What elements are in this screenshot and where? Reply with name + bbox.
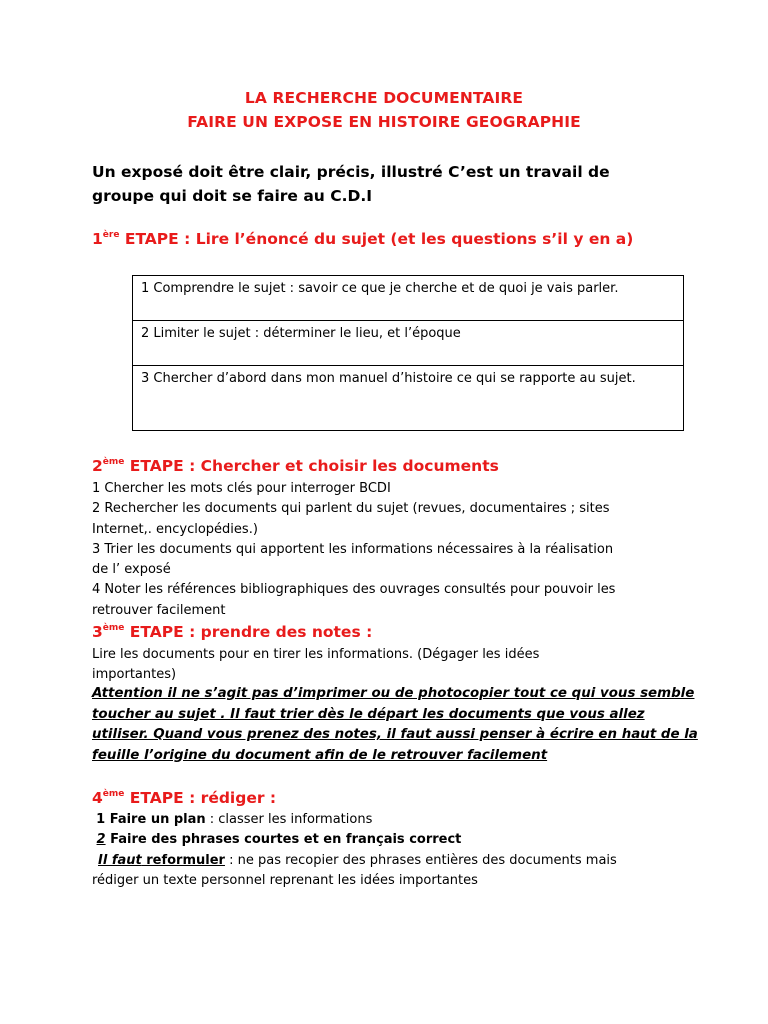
warning-paragraph <box>92 684 698 766</box>
table-row: 3 Chercher d’abord dans mon manuel d’histoire ce qui se rapporte au sujet. <box>141 371 636 386</box>
list-item <box>92 810 692 830</box>
step3-heading <box>92 623 372 641</box>
step-ordinal: ère <box>102 230 120 240</box>
warning-label: Attention <box>92 686 163 701</box>
step-heading-text: ETAPE : prendre des notes : <box>124 623 373 641</box>
step-number: 4 <box>92 789 103 807</box>
list-item: de l’ exposé <box>92 562 171 578</box>
item-label: 1 Faire un plan <box>96 812 206 827</box>
step2-list <box>92 479 682 621</box>
step2-heading <box>92 457 499 475</box>
step1-table <box>132 275 684 431</box>
table-row: 2 Limiter le sujet : déterminer le lieu, et l’époque <box>133 321 683 366</box>
step-number: 1 <box>92 230 103 248</box>
step-ordinal: ème <box>102 623 125 633</box>
document-title: LA RECHERCHE DOCUMENTAIRE <box>244 89 524 107</box>
list-item: 1 Chercher les mots clés pour interroger BCDI <box>92 481 391 496</box>
warning-line: feuille l’origine du document afin de le retrouver facilement <box>92 747 548 763</box>
warning-line: toucher au sujet . Il faut trier dès le départ les documents que vous allez <box>92 706 645 722</box>
warning-text: il ne s’agit pas d’imprimer ou de photocopier tout ce qui vous semble <box>162 686 695 701</box>
item-text: : classer les informations <box>205 812 373 827</box>
list-item: 3 Trier les documents qui apportent les informations nécessaires à la réalisation <box>92 541 614 557</box>
list-item: rédiger un texte personnel reprenant les idées importantes <box>92 872 478 888</box>
step4-heading <box>92 789 276 807</box>
step-ordinal: ème <box>102 789 125 799</box>
list-item: 4 Noter les références bibliographiques des ouvrages consultés pour pouvoir les <box>92 582 616 598</box>
step4-list <box>92 810 692 891</box>
list-item <box>92 851 692 871</box>
warning-line <box>92 684 695 705</box>
item-bold: reformuler <box>141 852 225 868</box>
step3-text <box>92 645 682 686</box>
step-ordinal: ème <box>102 457 125 467</box>
list-item: retrouver facilement <box>92 602 226 618</box>
intro-line: groupe qui doit se faire au C.D.I <box>92 187 373 205</box>
item-text: Faire des phrases courtes et en français correct <box>105 832 462 848</box>
item-label: Il faut <box>98 852 142 868</box>
step-number: 2 <box>92 457 103 475</box>
list-item <box>92 830 692 850</box>
step1-heading <box>92 230 633 248</box>
list-item: Internet,. encyclopédies.) <box>92 521 258 537</box>
paragraph-line: Lire les documents pour en tirer les informations. (Dégager les idées <box>92 647 540 662</box>
step-heading-text: ETAPE : rédiger : <box>124 789 277 807</box>
step-heading-text: ETAPE : Lire l’énoncé du sujet (et les questions s’il y en a) <box>119 230 634 248</box>
document-subtitle: FAIRE UN EXPOSE EN HISTOIRE GEOGRAPHIE <box>187 113 581 131</box>
step-number: 3 <box>92 623 103 641</box>
item-number: 2 <box>96 832 106 848</box>
table-row: 1 Comprendre le sujet : savoir ce que je cherche et de quoi je vais parler. <box>133 276 683 321</box>
intro-paragraph <box>92 160 692 208</box>
list-item: 2 Rechercher les documents qui parlent du sujet (revues, documentaires ; sites <box>92 501 610 517</box>
intro-line: Un exposé doit être clair, précis, illustré C’est un travail de <box>92 163 610 181</box>
warning-line: utiliser. Quand vous prenez des notes, il faut aussi penser à écrire en haut de la <box>92 727 698 742</box>
item-text: : ne pas recopier des phrases entières des documents mais <box>224 852 617 868</box>
paragraph-line: importantes) <box>92 667 177 683</box>
step-heading-text: ETAPE : Chercher et choisir les documents <box>124 457 499 475</box>
